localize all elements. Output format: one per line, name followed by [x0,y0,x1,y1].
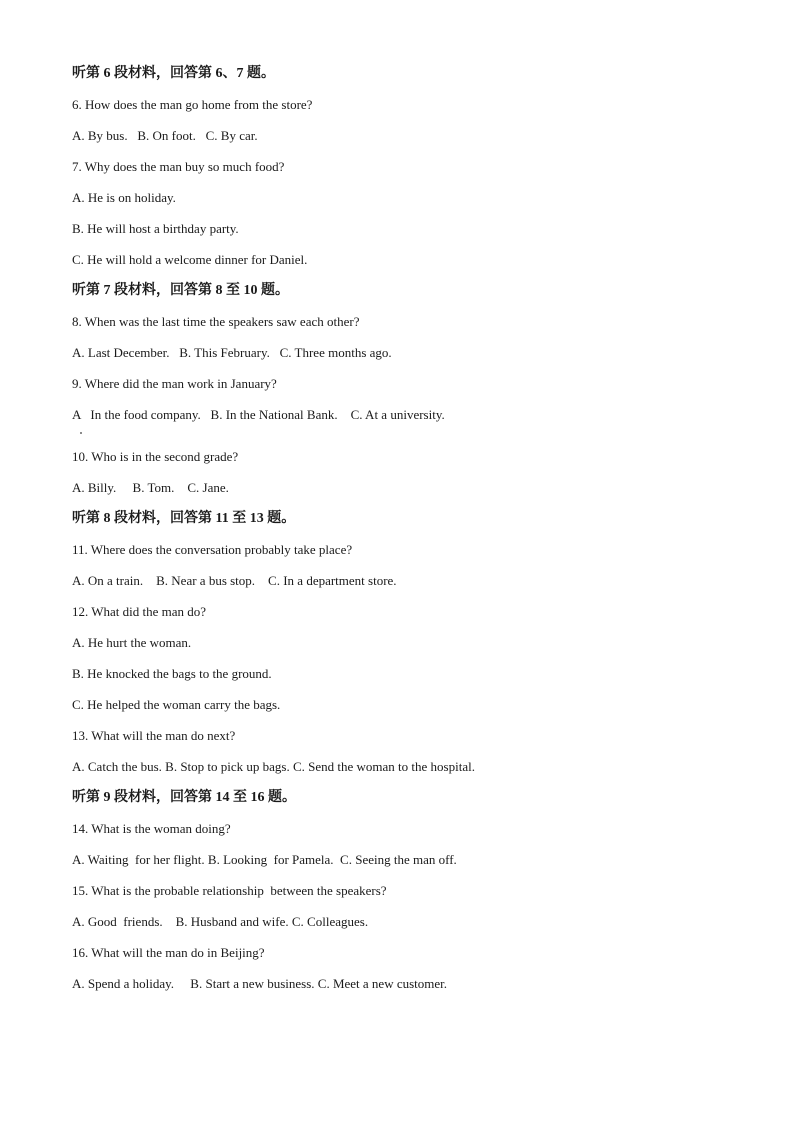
exam-page [72,66,732,1007]
question-7: 7. Why does the man buy so much food? [72,159,285,174]
question-6: 6. How does the man go home from the store? [72,97,313,112]
option-12b: B. He knocked the bags to the ground. [72,666,272,681]
section-heading: 听第 9 段材料，回答第 14 至 16 题。 [72,790,296,805]
question-12: 12. What did the man do? [72,604,207,619]
section-heading: 听第 6 段材料，回答第 6、7 题。 [72,66,275,81]
option-7a: A. He is on holiday. [72,190,176,205]
options-6: A. By bus. B. On foot. C. By car. [72,128,258,143]
options-9: A In the food company. B. In the National Bank. C. At a university. [72,407,445,422]
question-9: 9. Where did the man work in January? [72,376,277,391]
question-11: 11. Where does the conversation probably take place? [72,542,353,557]
section-7 [72,283,732,496]
options-8: A. Last December. B. This February. C. Three months ago. [72,345,392,360]
option-12a: A. He hurt the woman. [72,635,192,650]
section-8 [72,511,732,775]
question-15: 15. What is the probable relationship between the speakers? [72,883,387,898]
option-12c: C. He helped the woman carry the bags. [72,697,281,712]
question-8: 8. When was the last time the speakers saw each other? [72,314,360,329]
options-15: A. Good friends. B. Husband and wife. C. Colleagues. [72,914,369,929]
section-6 [72,66,732,268]
options-14: A. Waiting for her flight. B. Looking for Pamela. C. Seeing the man off. [72,852,457,867]
section-9 [72,790,732,992]
options-11: A. On a train. B. Near a bus stop. C. In a department store. [72,573,397,588]
options-16: A. Spend a holiday. B. Start a new business. C. Meet a new customer. [72,976,448,991]
question-10: 10. Who is in the second grade? [72,449,239,464]
options-13: A. Catch the bus. B. Stop to pick up bags. C. Send the woman to the hospital. [72,759,475,774]
option-7c: C. He will hold a welcome dinner for Daniel. [72,252,308,267]
question-14: 14. What is the woman doing? [72,821,231,836]
question-13: 13. What will the man do next? [72,728,236,743]
option-7b: B. He will host a birthday party. [72,221,239,236]
section-heading: 听第 8 段材料，回答第 11 至 13 题。 [72,511,296,526]
stray-mark [80,432,82,434]
question-16: 16. What will the man do in Beijing? [72,945,265,960]
section-heading: 听第 7 段材料，回答第 8 至 10 题。 [72,283,289,298]
options-10: A. Billy. B. Tom. C. Jane. [72,480,229,495]
